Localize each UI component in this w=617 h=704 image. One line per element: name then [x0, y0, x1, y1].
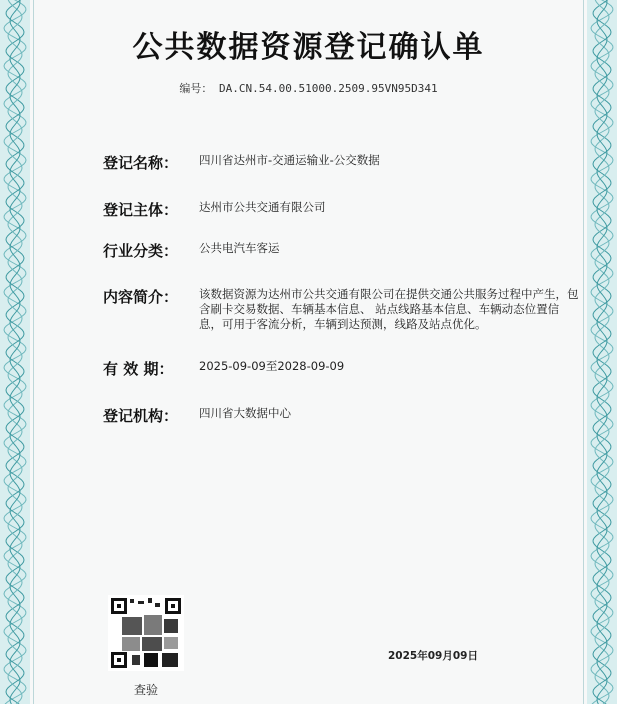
field-value: 2025-09-09至2028-09-09 — [199, 359, 345, 373]
field-label: 登记主体： — [103, 201, 179, 219]
field-value: 公共电汽车客运 — [199, 241, 280, 255]
field-label: 登记机构： — [103, 407, 179, 425]
field-value: 四川省达州市-交通运输业-公交数据 — [199, 153, 380, 167]
decorative-border-left — [0, 0, 30, 704]
field-label: 行业分类： — [103, 242, 179, 260]
field-label: 内容简介： — [103, 288, 179, 306]
issue-date: 2025年09月09日 — [388, 650, 478, 662]
field-value: 该数据资源为达州市公共交通有限公司在提供交通公共服务过程中产生，包含刷卡交易数据、车辆基本信息、 站点线路基本信息、车辆动态位置信息，可用于客流分析，车辆到达预测，线路及站点优化。 — [199, 287, 579, 331]
field-label: 登记名称： — [103, 154, 179, 172]
serial-value: DA.CN.54.00.51000.2509.95VN95D341 — [219, 82, 438, 95]
document-title: 公共数据资源登记确认单 — [132, 30, 485, 65]
decorative-border-right — [587, 0, 617, 704]
border-line-left — [33, 0, 34, 704]
verification-qr-code[interactable] — [108, 595, 184, 671]
border-line-right — [583, 0, 584, 704]
serial-number — [0, 80, 617, 96]
field-label: 有 效 期： — [103, 360, 174, 378]
field-value: 达州市公共交通有限公司 — [199, 200, 326, 214]
verify-label: 查验 — [133, 683, 158, 697]
qr-code-icon — [108, 595, 184, 671]
serial-label: 编号： — [179, 82, 213, 95]
field-value: 四川省大数据中心 — [199, 406, 291, 420]
